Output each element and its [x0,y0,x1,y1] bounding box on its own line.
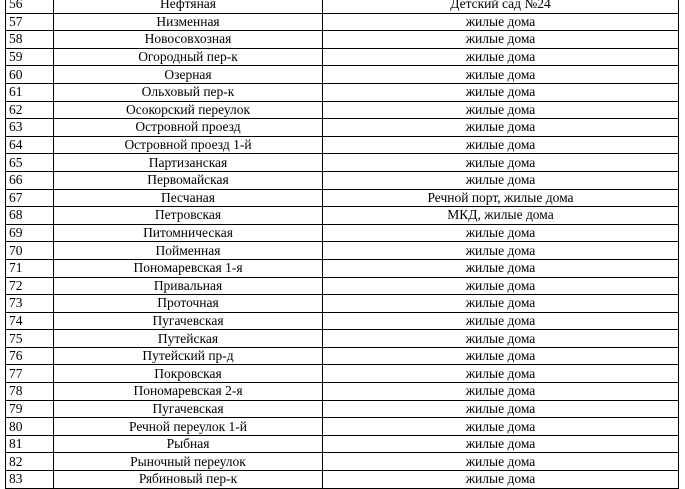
table-row [6,400,679,418]
row-number: 66 [6,171,54,189]
row-number: 83 [6,471,54,489]
street-name: Покровская [54,365,323,383]
row-number: 80 [6,418,54,436]
table-row [6,453,679,471]
building-purpose: жилые дома [323,154,679,172]
table-row [6,242,679,260]
street-name: Огородный пер-к [54,48,323,66]
row-number: 69 [6,224,54,242]
table-row [6,171,679,189]
row-number: 57 [6,13,54,31]
building-purpose: жилые дома [323,259,679,277]
street-name: Речной переулок 1-й [54,418,323,436]
table-row [6,295,679,313]
street-name: Островной проезд [54,119,323,137]
building-purpose: МКД, жилые дома [323,207,679,225]
row-number: 73 [6,295,54,313]
building-purpose: жилые дома [323,31,679,49]
street-name: Нефтяная [54,0,323,13]
row-number: 56 [6,0,54,13]
street-name: Рыбная [54,435,323,453]
table-row [6,48,679,66]
table-row [6,259,679,277]
table-row [6,435,679,453]
building-purpose: жилые дома [323,242,679,260]
table-row [6,101,679,119]
street-name: Рябиновый пер-к [54,471,323,489]
row-number: 64 [6,136,54,154]
row-number: 81 [6,435,54,453]
row-number: 59 [6,48,54,66]
table-row [6,418,679,436]
row-number: 62 [6,101,54,119]
building-purpose: жилые дома [323,347,679,365]
row-number: 75 [6,330,54,348]
street-name: Путейская [54,330,323,348]
street-name: Озерная [54,66,323,84]
street-name: Рыночный переулок [54,453,323,471]
row-number: 78 [6,383,54,401]
street-name: Петровская [54,207,323,225]
table-row [6,66,679,84]
table-row [6,0,679,13]
street-name: Пономаревская 2-я [54,383,323,401]
table-row [6,136,679,154]
building-purpose: жилые дома [323,48,679,66]
table-row [6,154,679,172]
table-row [6,224,679,242]
street-name: Питомническая [54,224,323,242]
row-number: 74 [6,312,54,330]
building-purpose: жилые дома [323,83,679,101]
street-name: Пойменная [54,242,323,260]
building-purpose: жилые дома [323,435,679,453]
street-name: Ольховый пер-к [54,83,323,101]
row-number: 79 [6,400,54,418]
building-purpose: жилые дома [323,453,679,471]
row-number: 60 [6,66,54,84]
building-purpose: жилые дома [323,418,679,436]
building-purpose: жилые дома [323,277,679,295]
row-number: 77 [6,365,54,383]
row-number: 71 [6,259,54,277]
building-purpose: жилые дома [323,101,679,119]
streets-table [5,0,679,489]
row-number: 68 [6,207,54,225]
table-row [6,119,679,137]
table-row [6,312,679,330]
table-row [6,83,679,101]
row-number: 58 [6,31,54,49]
street-name: Пономаревская 1-я [54,259,323,277]
street-name: Новосовхозная [54,31,323,49]
row-number: 67 [6,189,54,207]
row-number: 72 [6,277,54,295]
building-purpose: жилые дома [323,400,679,418]
street-name: Партизанская [54,154,323,172]
row-number: 76 [6,347,54,365]
street-name: Островной проезд 1-й [54,136,323,154]
table-row [6,383,679,401]
row-number: 61 [6,83,54,101]
street-name: Низменная [54,13,323,31]
street-name: Первомайская [54,171,323,189]
table-row [6,189,679,207]
table-row [6,13,679,31]
building-purpose: жилые дома [323,365,679,383]
building-purpose: жилые дома [323,295,679,313]
street-name: Пугачевская [54,400,323,418]
street-name: Песчаная [54,189,323,207]
street-name: Осокорский переулок [54,101,323,119]
row-number: 70 [6,242,54,260]
building-purpose: жилые дома [323,330,679,348]
row-number: 65 [6,154,54,172]
table-row [6,471,679,489]
table-row [6,277,679,295]
building-purpose: жилые дома [323,119,679,137]
table-row [6,207,679,225]
table-row [6,31,679,49]
table-row [6,330,679,348]
streets-table-body [6,0,679,488]
building-purpose: жилые дома [323,13,679,31]
building-purpose: жилые дома [323,471,679,489]
row-number: 63 [6,119,54,137]
row-number: 82 [6,453,54,471]
street-name: Пугачевская [54,312,323,330]
building-purpose: жилые дома [323,66,679,84]
building-purpose: жилые дома [323,383,679,401]
table-row [6,365,679,383]
street-name: Путейский пр-д [54,347,323,365]
building-purpose: жилые дома [323,136,679,154]
street-name: Привальная [54,277,323,295]
building-purpose: Детский сад №24 [323,0,679,13]
building-purpose: жилые дома [323,224,679,242]
table-row [6,347,679,365]
building-purpose: жилые дома [323,171,679,189]
street-name: Проточная [54,295,323,313]
building-purpose: жилые дома [323,312,679,330]
building-purpose: Речной порт, жилые дома [323,189,679,207]
